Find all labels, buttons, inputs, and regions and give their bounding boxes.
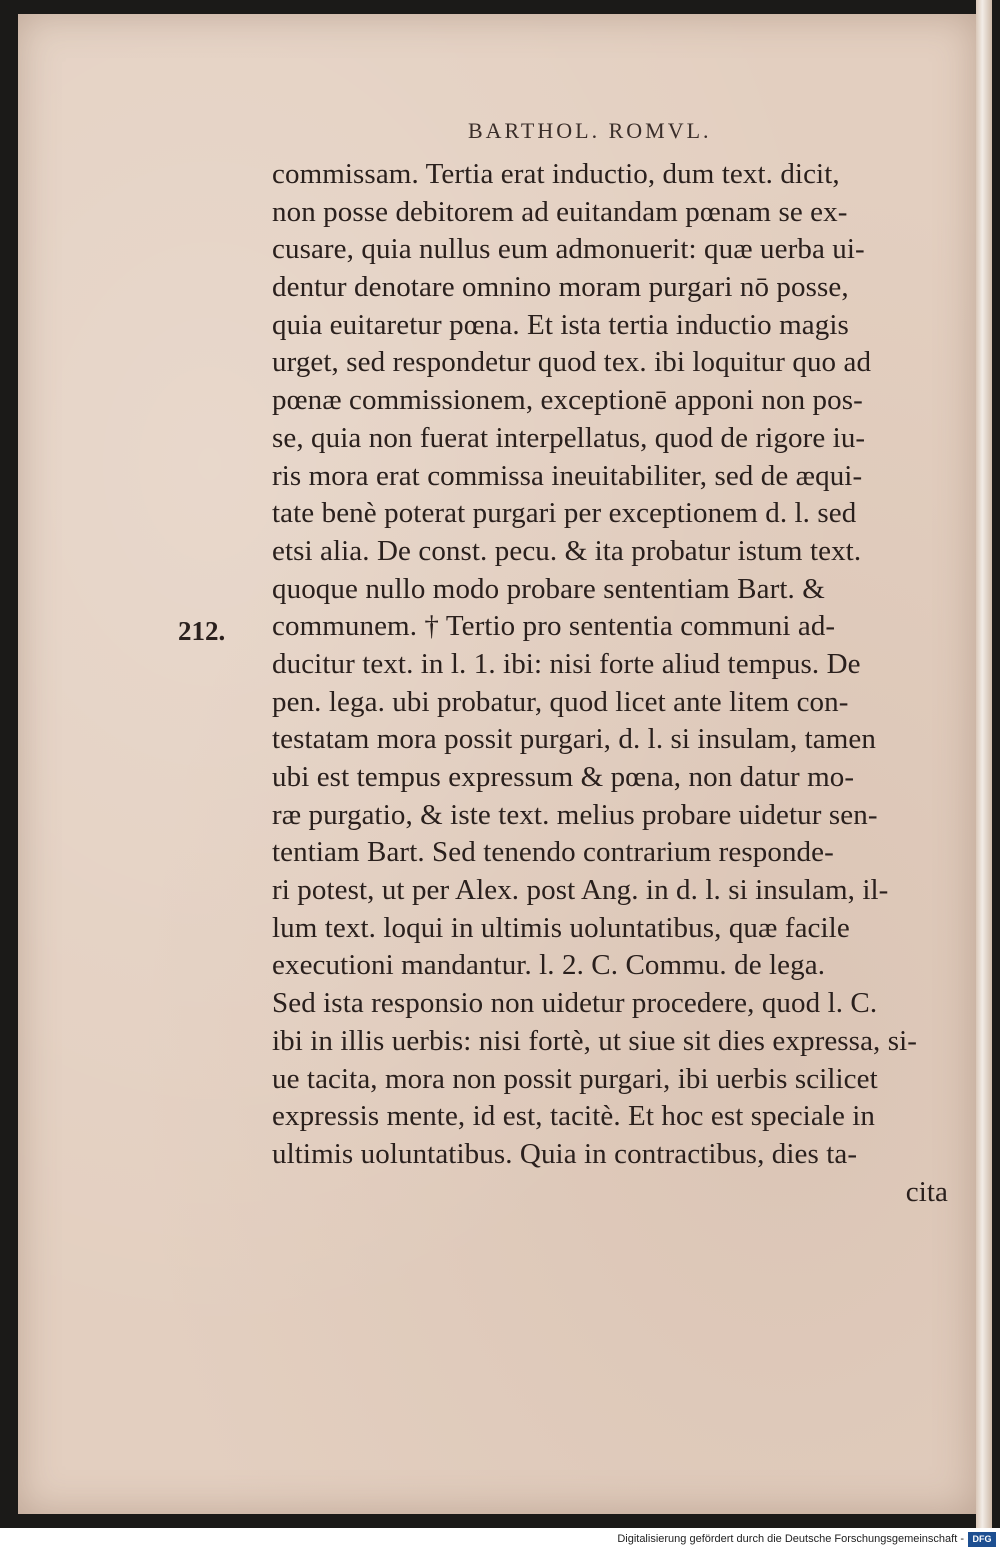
body-text (272, 156, 980, 1211)
text-line: ris mora erat commissa ineuitabiliter, sed de æqui- (272, 459, 863, 492)
dfg-logo-icon: DFG (968, 1532, 996, 1547)
text-line: ducitur text. in l. 1. ibi: nisi forte aliud tempus. De (272, 647, 861, 680)
text-line: tentiam Bart. Sed tenendo contrarium responde- (272, 836, 834, 869)
catchword: cita (905, 1175, 948, 1208)
text-line: urget, sed respondetur quod tex. ibi loquitur quo ad (272, 346, 872, 379)
text-line: ue tacita, mora non possit purgari, ibi uerbis scilicet (272, 1062, 878, 1095)
text-line: etsi alia. De const. pecu. & ita probatur istum text. (272, 534, 862, 567)
text-line: se, quia non fuerat interpellatus, quod de rigore iu- (272, 421, 866, 454)
text-line: ibi in illis uerbis: nisi fortè, ut siue sit dies expressa, si- (272, 1024, 918, 1057)
text-line: ultimis uoluntatibus. Quia in contractibus, dies ta- (272, 1137, 858, 1170)
text-line: dentur denotare omnino moram purgari nō posse, (272, 271, 849, 304)
text-line: executioni mandantur. l. 2. C. Commu. de lega. (272, 949, 826, 982)
text-line: quoque nullo modo probare sententiam Bart. & (272, 572, 825, 605)
funding-credit: Digitalisierung gefördert durch die Deutsche Forschungsgemeinschaft - (617, 1533, 964, 1545)
text-line: pen. lega. ubi probatur, quod licet ante litem con- (272, 685, 849, 718)
running-head: BARTHOL. ROMVL. (468, 118, 712, 143)
footer-bar (0, 1528, 1000, 1553)
margin-number: 212. (178, 616, 226, 646)
text-line: ubi est tempus expressum & pœna, non datur mo- (272, 761, 855, 793)
text-line: tate benè poterat purgari per exceptionem d. l. sed (272, 497, 857, 530)
text-line: expressis mente, id est, tacitè. Et hoc est speciale in (272, 1100, 876, 1133)
text-line: commissam. Tertia erat inductio, dum text. dicit, (272, 158, 840, 190)
text-line: quia euitaretur pœna. Et ista tertia inductio magis (272, 308, 849, 341)
text-line: ri potest, ut per Alex. post Ang. in d. l. si insulam, il- (272, 874, 889, 907)
text-line: Sed ista responsio non uidetur procedere, quod l. C. (272, 987, 878, 1020)
text-line: lum text. loqui in ultimis uoluntatibus, quæ facile (272, 911, 850, 944)
text-line: pœnæ commissionem, exceptionē apponi non pos- (272, 384, 863, 417)
text-line: non posse debitorem ad euitandam pœnam se ex- (272, 195, 848, 228)
text-line: communem. † Tertio pro sententia communi ad- (272, 610, 836, 643)
text-line: cusare, quia nullus eum admonuerit: quæ uerba ui- (272, 233, 865, 266)
text-line: ræ purgatio, & iste text. melius probare uidetur sen- (272, 798, 878, 831)
text-line: testatam mora possit purgari, d. l. si insulam, tamen (272, 723, 877, 756)
